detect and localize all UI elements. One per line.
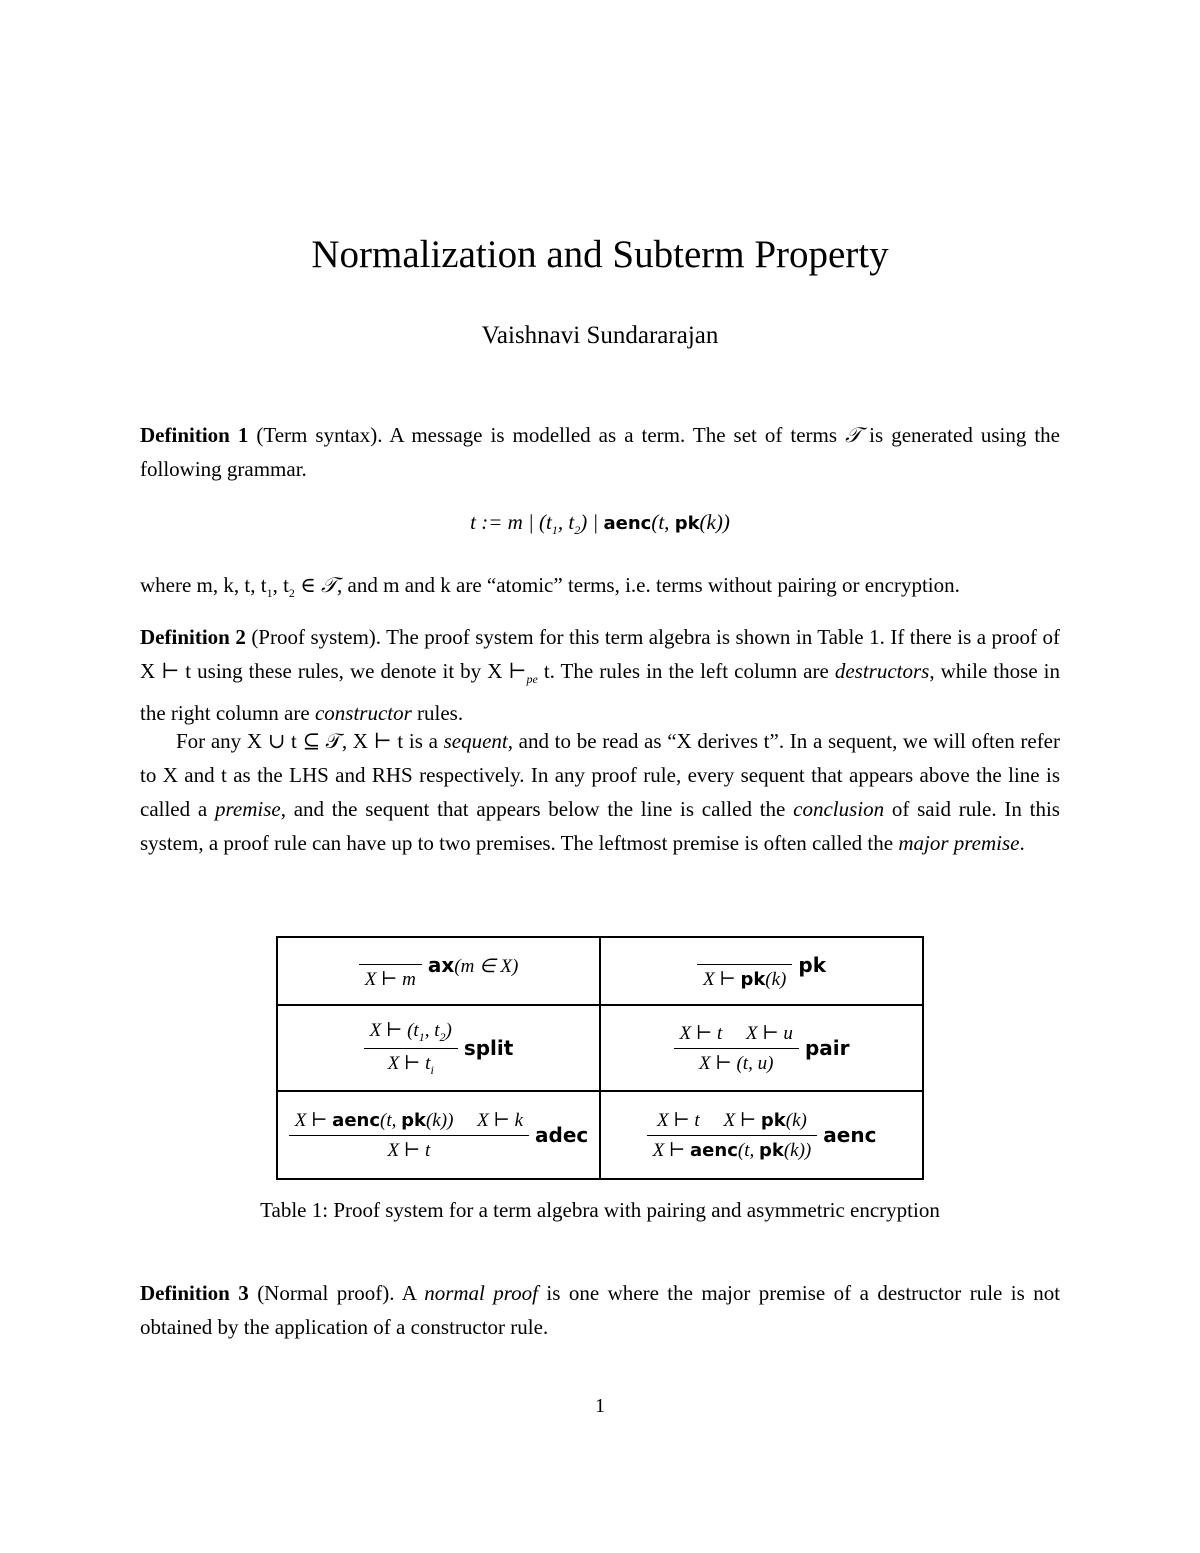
rule-conclusion: X ⊢ t: [387, 1139, 431, 1161]
rule-conclusion: (k)): [783, 1139, 812, 1161]
text: A: [401, 1281, 425, 1305]
definition-name: (Term syntax).: [256, 423, 383, 447]
subscript: 2: [288, 586, 295, 601]
grammar-part: (k)): [699, 510, 730, 534]
text: is one where the major premise of a destructor rule is not obtained by the application of a constructor rule.: [140, 1281, 1061, 1339]
rule-conclusion: X ⊢ m: [364, 969, 416, 990]
emphasis: destructors: [834, 659, 930, 683]
paragraph-sequents: [140, 724, 1060, 860]
text: , while those in the right column are: [140, 659, 1060, 726]
rule-pair: [600, 1005, 923, 1091]
rule-name: pair: [804, 1036, 850, 1060]
rule-premises: (t,: [380, 1109, 402, 1131]
text: of said rule. In this system, a proof rule can have up to two premises. The leftmost premise is often called the: [140, 797, 1060, 855]
definition-name: (Normal proof).: [257, 1281, 395, 1305]
rule-premises: , t: [424, 1019, 440, 1041]
emphasis: sequent: [443, 729, 508, 753]
rule-name: ax: [427, 952, 455, 977]
rule-premises: (k): [785, 1109, 807, 1131]
definition-2: [140, 620, 1060, 730]
text: , and m and k are “atomic” terms, i.e. terms without pairing or encryption.: [337, 573, 960, 597]
proof-rules-table: [276, 936, 924, 1180]
rule-premises: [739, 957, 751, 964]
function-name: aenc: [690, 1139, 738, 1161]
rule-premises: X ⊢ (t: [369, 1019, 419, 1041]
text: , and to be read as “X derives t”. In a sequent, we will often refer to X and t as the LHS and RHS respectively. In any proof rule, every sequent that appears above the line is called a: [140, 729, 1061, 821]
rule-name: split: [463, 1036, 514, 1060]
definition-1: [140, 418, 1060, 486]
rule-name: aenc: [823, 1123, 877, 1147]
rule-premises: ): [445, 1019, 452, 1041]
rule-side-condition: (m ∈ X): [454, 955, 519, 977]
text: rules.: [411, 701, 464, 726]
subscript: 1: [418, 1029, 425, 1044]
text: , t: [272, 573, 289, 597]
function-name: pk: [740, 969, 766, 990]
subscript: 2: [574, 523, 581, 538]
rule-premises: X ⊢: [294, 1109, 333, 1131]
function-name: pk: [758, 1139, 784, 1161]
paper-title: Normalization and Subterm Property: [311, 233, 889, 276]
text: ∈: [294, 573, 321, 597]
function-name: pk: [760, 1109, 786, 1131]
text: The proof system for this term algebra is shown in Table 1. If there is a proof of X ⊢ t using these rules, we denote it by X ⊢: [140, 625, 1060, 683]
subscript: pe: [526, 672, 538, 687]
table-caption: Table 1: Proof system for a term algebra with pairing and asymmetric encryption: [260, 1198, 940, 1222]
function-name: aenc: [332, 1109, 381, 1131]
set-symbol: 𝒯: [320, 573, 338, 597]
grammar-part: ) |: [580, 510, 604, 534]
subscript: 1: [551, 523, 558, 538]
subscript: 1: [266, 586, 273, 601]
text: where m, k, t, t: [140, 573, 267, 597]
function-name: pk: [674, 513, 700, 534]
definition-label: Definition 1: [140, 423, 249, 447]
grammar-part: , t: [557, 510, 575, 534]
emphasis: major premise: [898, 831, 1020, 855]
grammar-part: t := m | (t: [470, 510, 552, 534]
rule-name: pk: [798, 953, 827, 977]
rule-premises: (k)) X ⊢ k: [425, 1109, 524, 1131]
subscript: 2: [439, 1029, 446, 1044]
grammar-part: (t,: [651, 510, 675, 534]
set-symbol: 𝒯: [845, 423, 862, 447]
text: For any X ∪ t ⊆ 𝒯, X ⊢ t is a: [176, 729, 444, 753]
definition-label: Definition 3: [140, 1281, 249, 1305]
where-clause: [140, 568, 1060, 610]
emphasis: normal proof: [424, 1281, 539, 1305]
function-name: pk: [401, 1109, 426, 1131]
rule-conclusion: X ⊢ (t, u): [699, 1052, 774, 1074]
rule-premises: [384, 957, 396, 964]
definition-name: (Proof system).: [251, 625, 382, 649]
rule-premises: X ⊢ t X ⊢ u: [679, 1022, 793, 1044]
rule-ax: [277, 937, 600, 1005]
grammar-equation: [0, 510, 1200, 538]
rule-premises: X ⊢ t X ⊢: [656, 1109, 761, 1131]
rule-name: adec: [535, 1123, 589, 1147]
definition-text: is generated using the following grammar.: [140, 423, 1061, 481]
rule-conclusion: X ⊢: [702, 969, 741, 990]
text: , and the sequent that appears below the line is called the: [280, 797, 794, 821]
emphasis: conclusion: [793, 797, 885, 821]
definition-text: A message is modelled as a term. The set of terms: [389, 423, 846, 447]
function-name: aenc: [603, 513, 652, 534]
text: .: [1019, 831, 1025, 855]
rule-pk: [600, 937, 923, 1005]
rule-aenc: [600, 1091, 923, 1179]
definition-3: [140, 1276, 1060, 1344]
page-number: 1: [595, 1395, 605, 1417]
rule-split: [277, 1005, 600, 1091]
author-name: Vaishnavi Sundararajan: [481, 322, 719, 349]
rule-conclusion: X ⊢ t: [387, 1052, 431, 1074]
rule-conclusion: (k): [765, 969, 787, 990]
emphasis: constructor: [314, 701, 412, 726]
rule-conclusion: X ⊢: [652, 1139, 691, 1161]
emphasis: premise: [214, 797, 281, 821]
text: t. The rules in the left column are: [537, 659, 835, 683]
rule-conclusion: (t,: [737, 1139, 759, 1161]
subscript: i: [430, 1062, 434, 1077]
rule-adec: [277, 1091, 600, 1179]
definition-label: Definition 2: [140, 625, 246, 649]
